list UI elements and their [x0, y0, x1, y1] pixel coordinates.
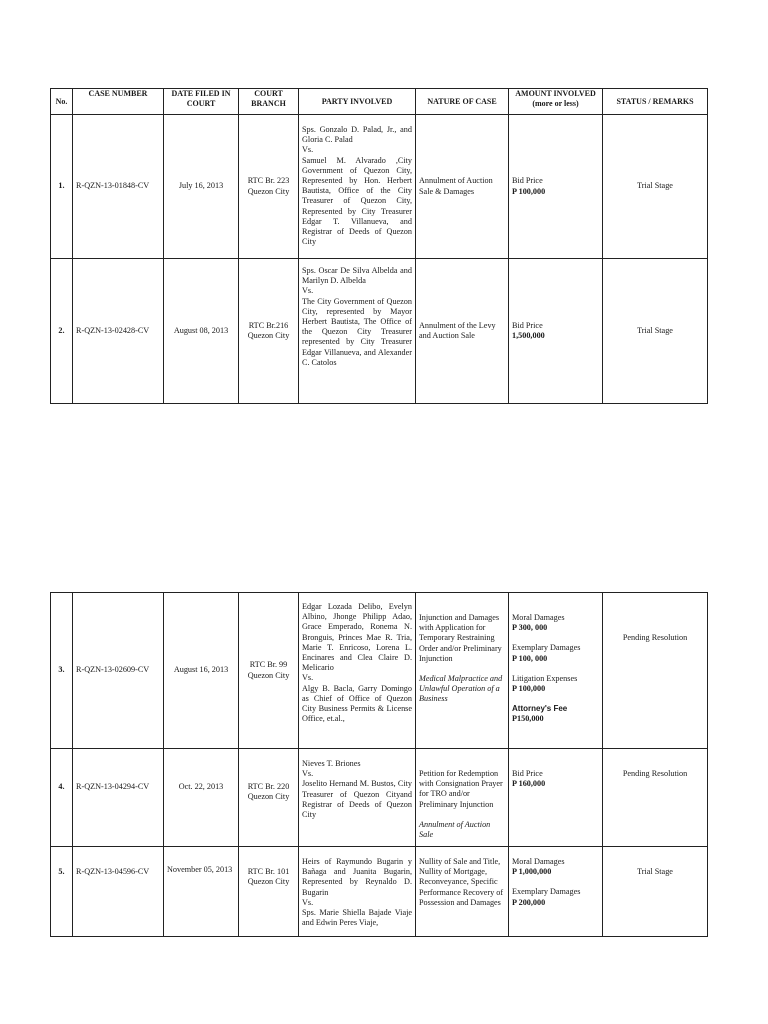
case-number: R-QZN-13-04294-CV — [73, 749, 164, 847]
nature-of-case — [416, 593, 509, 749]
amount-value: P150,000 — [512, 714, 544, 724]
nature-of-case: Nullity of Sale and Title, Nullity of Mortgage, Reconveyance, Specific Performance Recovery of Possession and Damages — [416, 847, 509, 937]
amount-involved — [509, 847, 603, 937]
row-number: 1. — [51, 115, 73, 259]
party-involved — [299, 749, 416, 847]
amount-label: Exemplary Damages — [512, 643, 581, 653]
amount-involved — [509, 259, 603, 404]
amount-label: Moral Damages — [512, 613, 565, 622]
court-branch-line2: Quezon City — [247, 792, 290, 802]
amount-label: Bid Price — [512, 320, 543, 330]
date-filed: July 16, 2013 — [164, 115, 239, 259]
table-row — [51, 847, 708, 937]
party-plaintiff: Nieves T. Briones — [302, 759, 361, 768]
amount-value: P 300, 000 — [512, 623, 548, 633]
party-defendant: Joselito Hernand M. Bustos, City Treasurer of Quezon Cityand Registrar of Deeds of Quezon City — [302, 779, 412, 820]
status-remarks: Trial Stage — [603, 259, 708, 404]
versus-label: Vs. — [302, 769, 314, 779]
case-number: R-QZN-13-04596-CV — [73, 847, 164, 937]
amount-involved — [509, 749, 603, 847]
header-status-remarks: STATUS / REMARKS — [603, 89, 708, 115]
status-remarks: Trial Stage — [603, 115, 708, 259]
versus-label: Vs. — [302, 286, 314, 296]
row-number: 2. — [51, 259, 73, 404]
court-branch — [239, 259, 299, 404]
amount-value: P 100, 000 — [512, 653, 548, 663]
nature-of-case: Annulment of Auction Sale & Damages — [416, 115, 509, 259]
court-branch-line1: RTC Br. 101 — [247, 867, 290, 876]
header-party-involved: PARTY INVOLVED — [299, 89, 416, 115]
amount-involved — [509, 593, 603, 749]
party-defendant: Samuel M. Alvarado ,City Government of Quezon City, Represented by Hon. Herbert Bautista, Office of the City Treasurer of Quezon City, Represented by City Treasurer Edgar T. Villanueva, and Registrar of Deeds of Quezon City — [302, 155, 412, 247]
cases-table-top — [50, 88, 708, 404]
amount-label: Exemplary Damages — [512, 887, 581, 897]
party-involved — [299, 847, 416, 937]
date-filed: August 16, 2013 — [164, 593, 239, 749]
party-defendant: The City Government of Quezon City, represented by Mayor Herbert Bautista, The Office of the Quezon City Treasurer represented by City Treasurer Edgar Villanueva, and Alexander C. Catolos — [302, 296, 412, 367]
table-row — [51, 115, 708, 259]
status-remarks: Pending Resolution — [603, 593, 708, 749]
row-number: 3. — [51, 593, 73, 749]
amount-involved — [509, 115, 603, 259]
court-branch-line1: RTC Br.216 — [248, 320, 289, 330]
row-number: 5. — [51, 847, 73, 937]
amount-label: Bid Price — [512, 176, 543, 186]
court-branch — [239, 593, 299, 749]
status-remarks: Pending Resolution — [603, 749, 708, 847]
date-filed: August 08, 2013 — [164, 259, 239, 404]
versus-label: Vs. — [302, 897, 314, 907]
amount-label: Litigation Expenses — [512, 673, 578, 683]
party-defendant: Sps. Marie Shiella Bajade Viaje and Edwin Peres Viaje, — [302, 908, 412, 928]
party-involved — [299, 593, 416, 749]
header-case-number: CASE NUMBER — [73, 89, 164, 115]
nature-of-case: Annulment of the Levy and Auction Sale — [416, 259, 509, 404]
court-branch-line2: Quezon City — [247, 186, 290, 196]
amount-value: P 100,000 — [512, 186, 546, 196]
table-row — [51, 749, 708, 847]
cases-table-bottom — [50, 592, 708, 937]
court-branch-line1: RTC Br. 99 — [249, 660, 288, 670]
header-row — [51, 89, 708, 115]
court-branch-line2: Quezon City — [247, 670, 290, 680]
date-filed: Oct. 22, 2013 — [164, 749, 239, 847]
header-amount-involved: AMOUNT INVOLVED (more or less) — [509, 89, 603, 115]
party-involved — [299, 115, 416, 259]
amount-label: Moral Damages — [512, 857, 565, 866]
nature-main: Injunction and Damages with Application for Temporary Restraining Order and/or Preliminary Injunction — [419, 613, 502, 663]
amount-value: P 160,000 — [512, 779, 546, 789]
court-branch — [239, 115, 299, 259]
row-number: 4. — [51, 749, 73, 847]
amount-value: P 200,000 — [512, 897, 546, 907]
court-branch — [239, 847, 299, 937]
header-nature-of-case: NATURE OF CASE — [416, 89, 509, 115]
court-branch-line1: RTC Br. 220 — [247, 782, 290, 791]
versus-label: Vs. — [302, 145, 314, 155]
versus-label: Vs. — [302, 673, 314, 683]
nature-italic: Annulment of Auction Sale — [419, 819, 491, 840]
header-court-branch: COURT BRANCH — [239, 89, 299, 115]
amount-value: 1,500,000 — [512, 331, 545, 340]
case-number: R-QZN-13-02428-CV — [73, 259, 164, 404]
party-plaintiff: Sps. Oscar De Silva Albelda and Marilyn D. Albelda — [302, 266, 412, 286]
court-branch — [239, 749, 299, 847]
party-involved — [299, 259, 416, 404]
nature-of-case — [416, 749, 509, 847]
nature-italic: Medical Malpractice and Unlawful Operation of a Business — [419, 674, 503, 704]
amount-label: Bid Price — [512, 769, 543, 778]
party-defendant: Algy B. Bacla, Garry Domingo as Chief of Office of Quezon City Business Permits & License Office, et.al., — [302, 683, 412, 724]
court-branch-line2: Quezon City — [247, 331, 290, 340]
nature-main: Petition for Redemption with Consignation Prayer for TRO and/or Preliminary Injunction — [419, 769, 503, 809]
amount-value: P 1,000,000 — [512, 867, 552, 877]
table-row — [51, 593, 708, 749]
case-number: R-QZN-13-02609-CV — [73, 593, 164, 749]
header-date-filed: DATE FILED IN COURT — [164, 89, 239, 115]
amount-label: Attorney's Fee — [512, 704, 568, 714]
party-plaintiff: Sps. Gonzalo D. Palad, Jr., and Gloria C. Palad — [302, 125, 412, 145]
party-plaintiff: Heirs of Raymundo Bugarin y Bañaga and Juanita Bugarin, Represented by Reynaldo D. Bugarin — [302, 857, 412, 897]
court-branch-line1: RTC Br. 223 — [247, 176, 290, 186]
status-remarks: Trial Stage — [603, 847, 708, 937]
header-no: No. — [51, 89, 73, 115]
party-plaintiff: Edgar Lozada Delibo, Evelyn Albino, Jhonge Philipp Adao, Grace Emperado, Ronema N. Bronguis, Princes Mae R. Tria, Marie T. Enricoso, Lorena L. Encinares and Clea Claire D. Melicario — [302, 602, 412, 673]
case-number: R-QZN-13-01848-CV — [73, 115, 164, 259]
court-branch-line2: Quezon City — [247, 877, 290, 887]
date-filed: November 05, 2013 — [164, 847, 239, 937]
amount-value: P 100,000 — [512, 684, 546, 694]
table-row — [51, 259, 708, 404]
